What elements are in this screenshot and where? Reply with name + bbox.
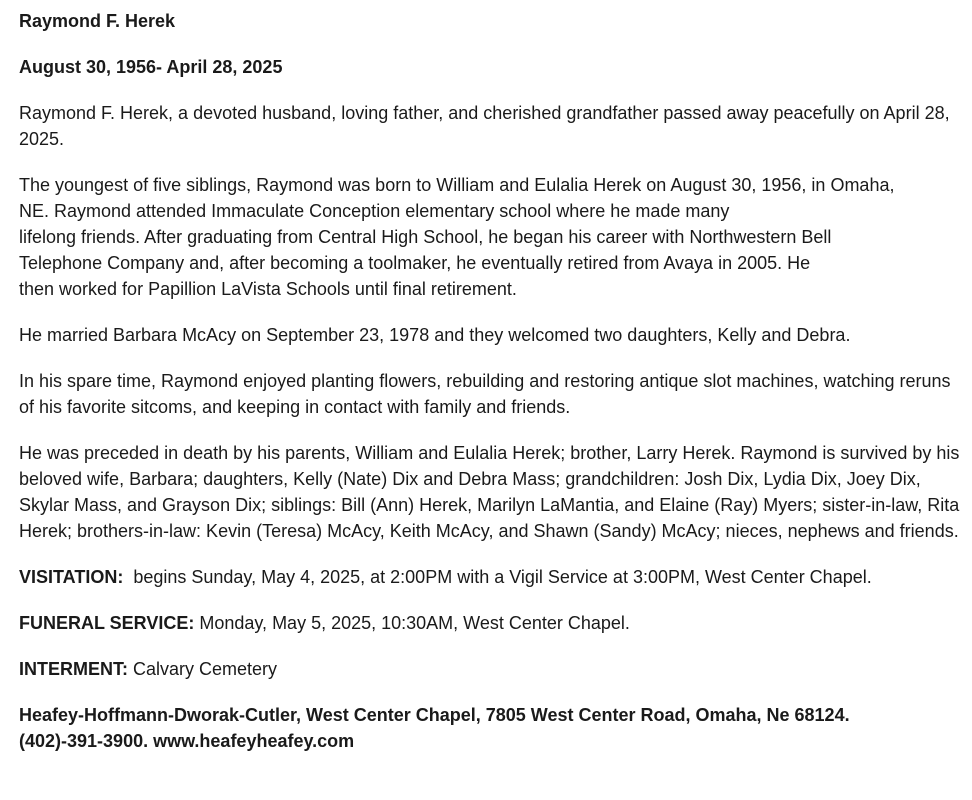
marriage-paragraph: He married Barbara McAcy on September 23, 1978 and they welcomed two daughters, Kelly and Debra. — [19, 325, 851, 345]
obituary-dates: August 30, 1956- April 28, 2025 — [19, 57, 283, 77]
visitation-text: begins Sunday, May 4, 2025, at 2:00PM with a Vigil Service at 3:00PM, West Center Chapel. — [123, 567, 872, 587]
interment-text: Calvary Cemetery — [128, 659, 278, 679]
visitation-label: VISITATION: — [19, 567, 124, 587]
biography-line: The youngest of five siblings, Raymond was born to William and Eulalia Herek on August 30, 1956, in Omaha, — [19, 175, 895, 195]
funeral-home-address: Heafey-Hoffmann-Dworak-Cutler, West Center Chapel, 7805 West Center Road, Omaha, Ne 68124. — [19, 705, 850, 725]
survivors-paragraph: He was preceded in death by his parents, William and Eulalia Herek; brother, Larry Herek. Raymond is survived by his beloved wife, Barbara; daughters, Kelly (Nate) Dix and Debra Mass; grandchildren: Josh Dix, Lydia Dix, Joey Dix, Skylar Mass, and Grayson Dix; siblings: Bill (Ann) Herek, Marilyn LaMantia, and Elaine (Ray) Myers; sister-in-law, Rita Herek; brothers-in-law: Kevin (Teresa) McAcy, Keith McAcy, and Shawn (Sandy) McAcy; nieces, nephews and friends. — [19, 443, 960, 541]
biography-line: Telephone Company and, after becoming a toolmaker, he eventually retired from Avaya in 2005. He — [19, 253, 811, 273]
obituary-name: Raymond F. Herek — [19, 11, 176, 31]
interment-paragraph — [19, 656, 960, 682]
biography-line: lifelong friends. After graduating from Central High School, he began his career with Northwestern Bell — [19, 227, 832, 247]
interment-label: INTERMENT: — [19, 659, 128, 679]
funeral-text: Monday, May 5, 2025, 10:30AM, West Center Chapel. — [194, 613, 630, 633]
biography-line: then worked for Papillion LaVista Schools until final retirement. — [19, 279, 517, 299]
funeral-paragraph — [19, 610, 960, 636]
funeral-label: FUNERAL SERVICE: — [19, 613, 195, 633]
visitation-paragraph — [19, 564, 960, 590]
intro-paragraph: Raymond F. Herek, a devoted husband, loving father, and cherished grandfather passed away peacefully on April 28, 2025. — [19, 103, 950, 149]
biography-paragraph — [19, 172, 960, 302]
funeral-home-info — [19, 702, 960, 754]
hobbies-paragraph: In his spare time, Raymond enjoyed planting flowers, rebuilding and restoring antique slot machines, watching reruns of his favorite sitcoms, and keeping in contact with family and friends. — [19, 371, 951, 417]
biography-line: NE. Raymond attended Immaculate Conception elementary school where he made many — [19, 201, 730, 221]
funeral-home-contact: (402)-391-3900. www.heafeyheafey.com — [19, 731, 355, 751]
